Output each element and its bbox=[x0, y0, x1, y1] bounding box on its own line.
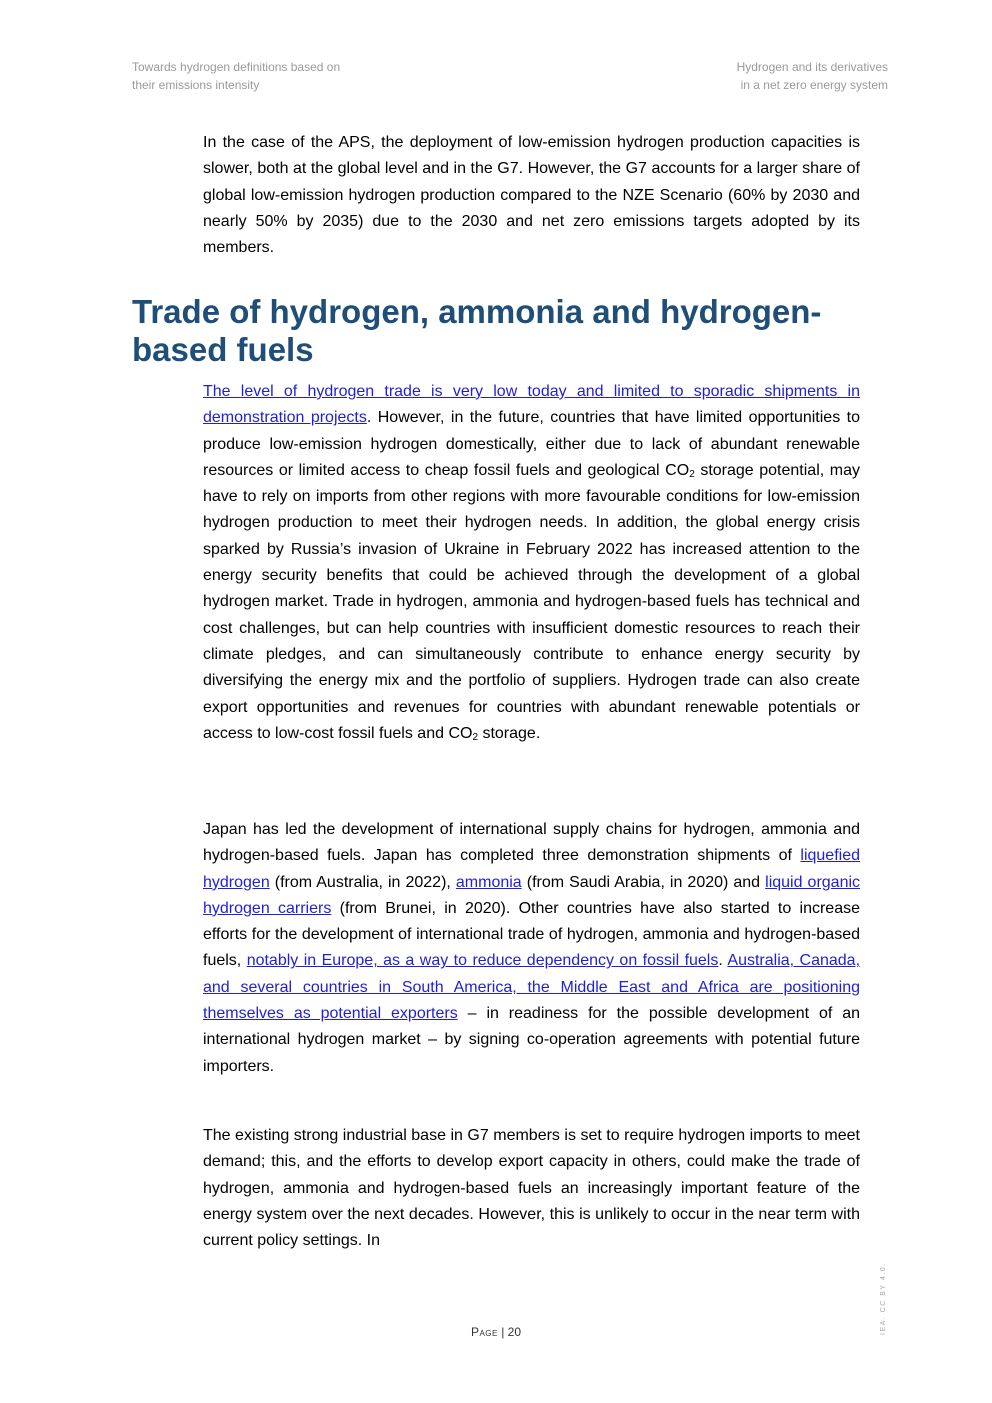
header-left-line2: their emissions intensity bbox=[132, 77, 260, 92]
trade-paragraph bbox=[203, 379, 860, 747]
running-header-left bbox=[132, 59, 340, 94]
page-separator: | bbox=[497, 1325, 508, 1339]
link-liquefied-hydrogen[interactable]: liquefied hydrogen bbox=[203, 847, 860, 891]
link-europe-fossil-fuels[interactable]: notably in Europe, as a way to reduce dependency on fossil fuels bbox=[246, 952, 719, 970]
link-hydrogen-trade-low[interactable]: The level of hydrogen trade is very low today and limited to sporadic shipments in demonstration projects bbox=[203, 383, 860, 427]
link-potential-exporters[interactable]: Australia, Canada, and several countries in South America, the Middle East and Africa are positioning themselves as potential exporters bbox=[203, 952, 861, 1023]
japan-paragraph bbox=[203, 817, 860, 1080]
trade-text-1: . However, in the future, countries that have limited opportunities to produce low-emission hydrogen domestically, either due to lack of abundant renewable resources or limited access to cheap fossil fuels and geological CO bbox=[203, 409, 860, 479]
intro-paragraph bbox=[203, 130, 860, 261]
japan-text-1: Japan has led the development of international supply chains for hydrogen, ammonia and hydrogen-based fuels. Japan has completed three demonstration shipments of bbox=[203, 821, 860, 865]
japan-text-2: (from Australia, in 2022), bbox=[269, 873, 456, 891]
page-label: Page bbox=[470, 1325, 498, 1339]
link-ammonia[interactable]: ammonia bbox=[455, 873, 522, 891]
g7-paragraph-text: The existing strong industrial base in G7 members is set to require hydrogen imports to meet demand; this, and the efforts to develop export capacity in others, could make the trade of hydrogen, ammonia and hydrogen-based fuels an increasingly important feature of the energy system over the next decades. However, this is unlikely to occur in the near term with current policy settings. In bbox=[203, 1127, 860, 1250]
japan-text-6: – in readiness for the possible development of an international hydrogen market – by signing co-operation agreements with potential future importers. bbox=[203, 1005, 861, 1075]
header-left-line1: Towards hydrogen definitions based on bbox=[132, 60, 341, 74]
header-right-line2: in a net zero energy system bbox=[740, 77, 888, 92]
japan-text-3: (from Saudi Arabia, in 2020) and bbox=[521, 873, 766, 891]
trade-text-3: storage. bbox=[478, 724, 541, 742]
subscript-2: 2 bbox=[689, 468, 695, 480]
intro-paragraph-text: In the case of the APS, the deployment of low-emission hydrogen production capacities is slower, both at the global level and in the G7. However, the G7 accounts for a larger share of global low-emission hydrogen production compared to the NZE Scenario (60% by 2030 and nearly 50% by 2035) due to the 2030 and net zero emissions targets adopted by its members. bbox=[203, 134, 860, 257]
running-header-right bbox=[737, 59, 888, 94]
page-number-value: 20 bbox=[507, 1325, 522, 1339]
subscript-2: 2 bbox=[472, 731, 478, 743]
trade-text-2: storage potential, may have to rely on imports from other regions with more favourable conditions for low-emission hydrogen production to meet their hydrogen needs. In addition, the global energy crisis sparked by Russia’s invasion of Ukraine in February 2022 has increased attention to the energy security benefits that could be achieved through the development of a global hydrogen market. Trade in hydrogen, ammonia and hydrogen-based fuels has technical and cost challenges, but can help countries with insufficient domestic resources to reach their climate pledges, and can simultaneously contribute to enhance energy security by diversifying the energy mix and the portfolio of suppliers. Hydrogen trade can also create export opportunities and revenues for countries with abundant renewable potentials or access to low-cost fossil fuels and CO bbox=[203, 461, 860, 742]
japan-text-5: . bbox=[718, 952, 728, 970]
copyright-notice: IEA. CC BY 4.0. bbox=[880, 1262, 887, 1335]
section-title: Trade of hydrogen, ammonia and hydrogen-based fuels bbox=[132, 293, 822, 368]
header-right-line1: Hydrogen and its derivatives bbox=[736, 60, 888, 74]
g7-paragraph bbox=[203, 1123, 860, 1254]
page-number bbox=[0, 1325, 992, 1339]
link-liquid-organic-hydrogen-carriers[interactable]: liquid organic hydrogen carriers bbox=[203, 873, 861, 917]
japan-text-4: (from Brunei, in 2020). Other countries have also started to increase efforts for the development of international trade of hydrogen, ammonia and hydrogen-based fuels, bbox=[203, 899, 860, 970]
